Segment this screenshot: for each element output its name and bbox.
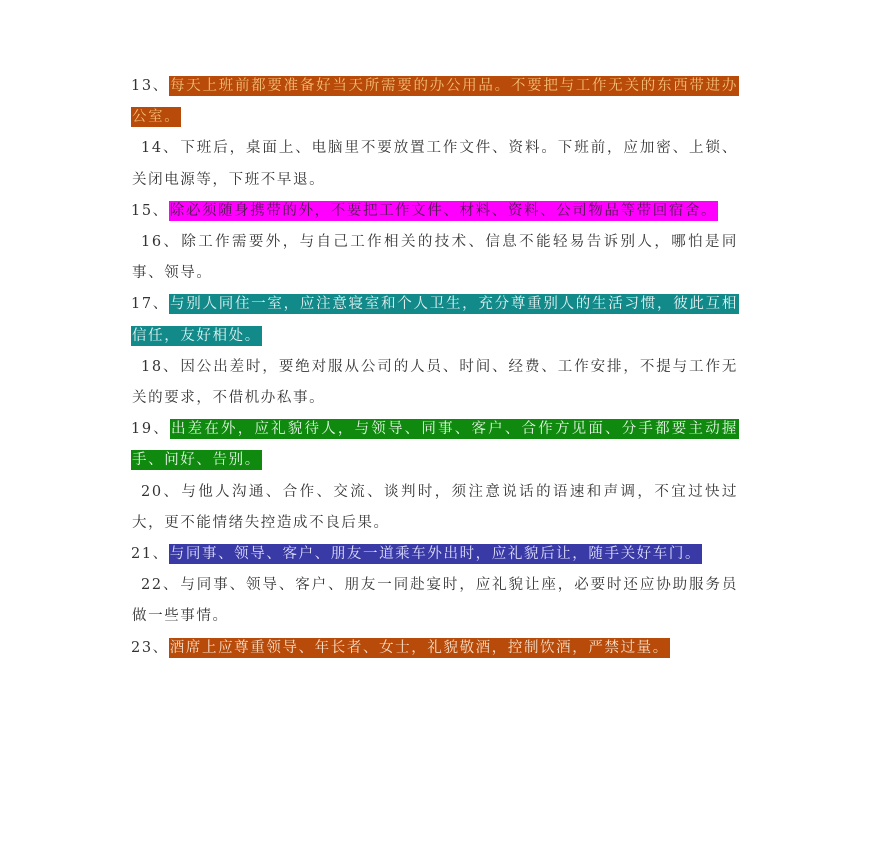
document-body bbox=[131, 71, 739, 664]
item-number: 21、 bbox=[131, 546, 169, 563]
item-number: 20、 bbox=[141, 483, 181, 500]
rule-22 bbox=[131, 570, 739, 632]
item-number: 14、 bbox=[141, 140, 180, 157]
item-text: 除必须随身携带的外，不要把工作文件、材料、资料、公司物品等带回宿舍。 bbox=[169, 202, 718, 219]
rule-16 bbox=[131, 227, 739, 289]
rule-18 bbox=[131, 352, 739, 414]
item-number: 15、 bbox=[131, 202, 169, 219]
item-text: 因公出差时，要绝对服从公司的人员、时间、经费、工作安排，不提与工作无关的要求，不借机办私事。 bbox=[132, 358, 738, 407]
item-number: 18、 bbox=[141, 358, 180, 375]
item-number: 19、 bbox=[131, 421, 170, 438]
item-number: 23、 bbox=[131, 639, 169, 656]
rule-19 bbox=[131, 414, 739, 476]
item-text: 与他人沟通、合作、交流、谈判时，须注意说话的语速和声调，不宜过快过大，更不能情绪失控造成不良后果。 bbox=[132, 483, 738, 531]
item-number: 13、 bbox=[131, 78, 170, 94]
rule-14 bbox=[131, 133, 739, 195]
item-number: 22、 bbox=[141, 577, 180, 594]
item-text: 下班后，桌面上、电脑里不要放置工作文件、资料。下班前，应加密、上锁、关闭电源等，下班不早退。 bbox=[132, 140, 738, 188]
rule-13 bbox=[131, 71, 739, 133]
item-text: 与同事、领导、客户、朋友一道乘车外出时，应礼貌后让，随手关好车门。 bbox=[169, 546, 702, 563]
item-text: 酒席上应尊重领导、年长者、女士，礼貌敬酒，控制饮酒，严禁过量。 bbox=[169, 639, 669, 656]
item-text: 除工作需要外，与自己工作相关的技术、信息不能轻易告诉别人，哪怕是同事、领导。 bbox=[132, 234, 738, 282]
item-text: 与同事、领导、客户、朋友一同赴宴时，应礼貌让座，必要时还应协助服务员做一些事情。 bbox=[132, 577, 738, 625]
item-number: 16、 bbox=[141, 234, 181, 251]
item-text: 出差在外，应礼貌待人，与领导、同事、客户、合作方见面、分手都要主动握手、问好、告别。 bbox=[132, 421, 738, 469]
item-text: 每天上班前都要准备好当天所需要的办公用品。不要把与工作无关的东西带进办公室。 bbox=[132, 78, 738, 126]
rule-23 bbox=[131, 633, 739, 664]
rule-21 bbox=[131, 539, 739, 570]
item-number: 17、 bbox=[131, 296, 170, 313]
rule-15 bbox=[131, 196, 739, 227]
item-text: 与别人同住一室，应注意寝室和个人卫生，充分尊重别人的生活习惯，彼此互相信任，友好相处。 bbox=[132, 296, 738, 344]
rule-20 bbox=[131, 477, 739, 539]
rule-17 bbox=[131, 289, 739, 351]
